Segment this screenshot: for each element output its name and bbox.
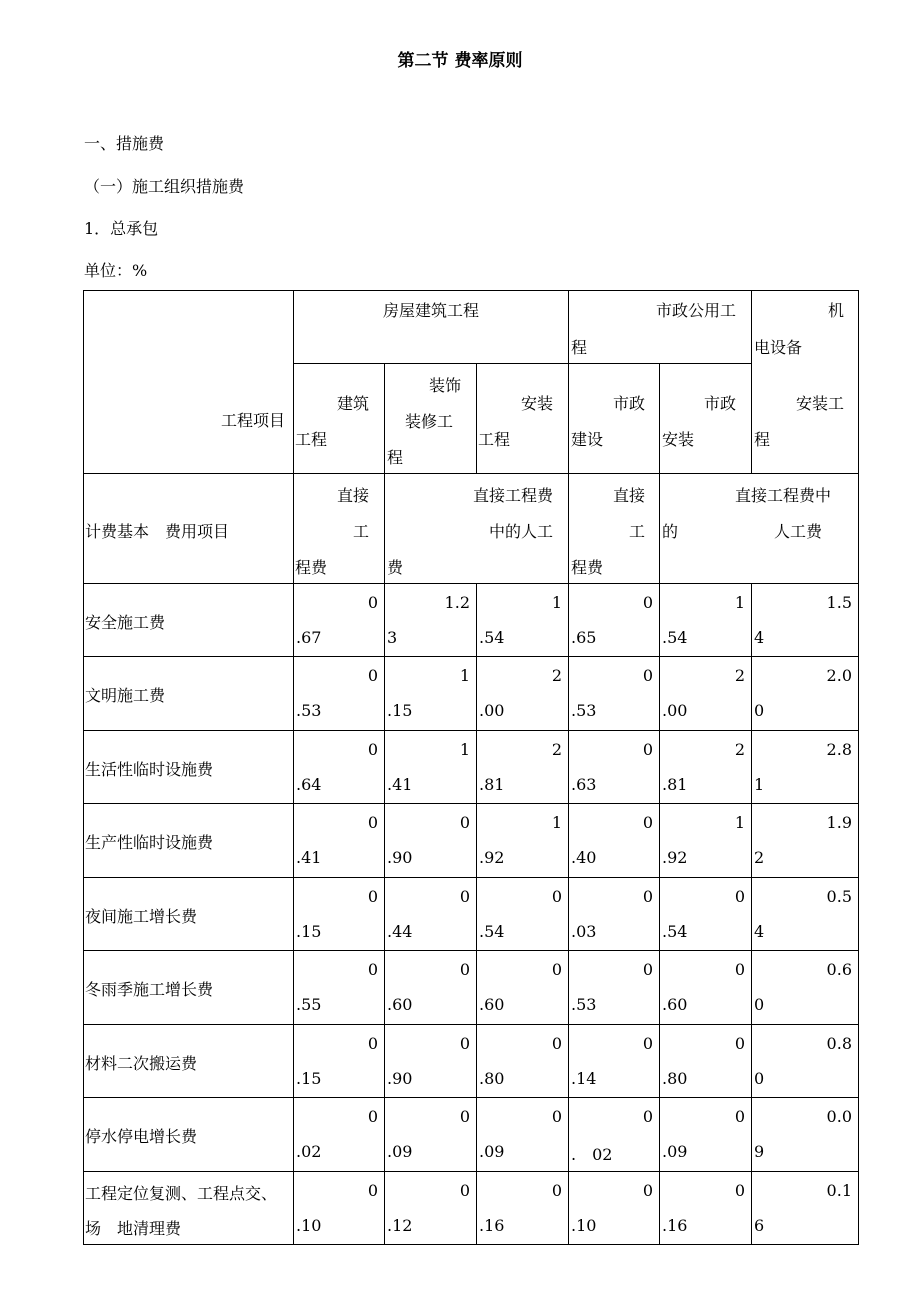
rate-value-integer: 0 bbox=[551, 887, 562, 906]
rate-value-integer: 0 bbox=[642, 813, 653, 832]
base-direct-cost-text: 直接 bbox=[336, 486, 369, 505]
rate-value-decimal: .65 bbox=[571, 628, 597, 647]
fee-item-name: 生产性临时设施费 bbox=[85, 833, 214, 852]
rate-value-decimal: .00 bbox=[662, 701, 688, 720]
rate-value-integer: 0 bbox=[459, 1034, 470, 1053]
rate-value-integer: 0.8 bbox=[826, 1034, 852, 1053]
base-direct-cost-cell bbox=[293, 473, 385, 584]
rate-value-decimal: .92 bbox=[662, 848, 688, 867]
column-header-building-construction-text: 建筑 bbox=[336, 394, 369, 413]
rate-value-decimal: 1 bbox=[754, 775, 765, 794]
heading-construction-org-fee: （一）施工组织措施费 bbox=[84, 177, 245, 196]
rate-value-integer: 0 bbox=[642, 887, 653, 906]
rate-value-decimal: .60 bbox=[479, 995, 505, 1014]
rate-value-decimal: .03 bbox=[571, 922, 597, 941]
rate-value-integer: 0 bbox=[367, 1181, 378, 1200]
group-header-mech bbox=[751, 290, 859, 474]
rate-value-cell bbox=[476, 656, 569, 731]
rate-value-integer: 0 bbox=[734, 1034, 745, 1053]
rate-value-decimal: 4 bbox=[754, 922, 765, 941]
rate-value-integer: 0 bbox=[367, 740, 378, 759]
base-labor-cost-text: 直接工程费 bbox=[472, 486, 553, 505]
rate-value-integer: 0 bbox=[734, 887, 745, 906]
fee-item-cell bbox=[83, 1024, 294, 1098]
rate-value-cell bbox=[384, 950, 477, 1025]
rate-value-integer: 1.9 bbox=[826, 813, 852, 832]
fee-base-label-cell bbox=[83, 473, 294, 584]
rate-value-decimal: .81 bbox=[479, 775, 505, 794]
rate-value-integer: 0 bbox=[367, 887, 378, 906]
rate-value-decimal: 0 bbox=[754, 1069, 765, 1088]
fee-item-cell bbox=[83, 583, 294, 657]
rate-value-integer: 0 bbox=[551, 1181, 562, 1200]
rate-value-cell bbox=[659, 1171, 752, 1245]
fee-item-name: 安全施工费 bbox=[85, 613, 166, 632]
rate-value-integer: 0 bbox=[367, 1034, 378, 1053]
rate-value-cell bbox=[659, 1097, 752, 1172]
rate-value-decimal: .54 bbox=[479, 628, 505, 647]
rate-value-integer: 1.2 bbox=[444, 593, 470, 612]
rate-value-cell bbox=[476, 950, 569, 1025]
rate-value-decimal: .81 bbox=[662, 775, 688, 794]
rate-value-integer: 0 bbox=[642, 740, 653, 759]
rate-value-decimal: 3 bbox=[387, 628, 398, 647]
rate-value-decimal: .90 bbox=[387, 848, 413, 867]
rate-value-cell bbox=[293, 730, 385, 804]
rate-value-integer: 0.5 bbox=[826, 887, 852, 906]
rate-value-cell bbox=[293, 1024, 385, 1098]
rate-value-decimal: .16 bbox=[662, 1216, 688, 1235]
rate-value-decimal: .60 bbox=[387, 995, 413, 1014]
rate-value-integer: 0 bbox=[734, 1107, 745, 1126]
fee-base-label: 计费基本 费用项目 bbox=[85, 522, 230, 541]
column-header-installation-text: 安装 bbox=[520, 394, 553, 413]
column-header-municipal-construction bbox=[568, 363, 660, 474]
rate-value-integer: 0.0 bbox=[826, 1107, 852, 1126]
rate-value-cell bbox=[659, 1024, 752, 1098]
rate-value-cell bbox=[751, 656, 859, 731]
fee-item-name: 夜间施工增长费 bbox=[85, 907, 198, 926]
rate-value-decimal: .00 bbox=[479, 701, 505, 720]
base-direct-cost-municipal-text: 程费 bbox=[571, 558, 604, 577]
rate-value-integer: 0.1 bbox=[826, 1181, 852, 1200]
base-direct-cost-municipal-text: 工 bbox=[628, 522, 645, 541]
rate-value-cell bbox=[384, 803, 477, 878]
base-direct-cost-text: 程费 bbox=[295, 558, 328, 577]
column-header-municipal-construction-text: 建设 bbox=[571, 430, 604, 449]
fee-item-cell bbox=[83, 877, 294, 951]
rate-value-cell bbox=[568, 1024, 660, 1098]
rate-value-cell bbox=[568, 803, 660, 878]
column-header-decoration-text: 程 bbox=[387, 448, 404, 467]
base-direct-cost-municipal-text: 直接 bbox=[612, 486, 645, 505]
rate-value-cell bbox=[751, 1097, 859, 1172]
rate-value-decimal: .53 bbox=[296, 701, 322, 720]
rate-value-cell bbox=[384, 1171, 477, 1245]
rate-value-decimal: .15 bbox=[296, 1069, 322, 1088]
rate-value-decimal: .54 bbox=[662, 628, 688, 647]
rate-value-decimal: .90 bbox=[387, 1069, 413, 1088]
section-title: 第二节 费率原则 bbox=[397, 51, 523, 71]
rate-value-integer: 0 bbox=[367, 960, 378, 979]
rate-value-cell bbox=[568, 1171, 660, 1245]
rate-value-integer: 0 bbox=[459, 1107, 470, 1126]
rate-value-integer: 0 bbox=[642, 666, 653, 685]
rate-value-cell bbox=[751, 1171, 859, 1245]
fee-item-name: 材料二次搬运费 bbox=[85, 1054, 198, 1073]
base-labor-cost-cell bbox=[384, 473, 569, 584]
rate-value-integer: 2 bbox=[734, 740, 745, 759]
rate-value-cell bbox=[751, 877, 859, 951]
rate-value-cell bbox=[293, 877, 385, 951]
column-header-building-construction bbox=[293, 363, 385, 474]
rate-value-decimal: .15 bbox=[387, 701, 413, 720]
column-header-municipal-installation bbox=[659, 363, 752, 474]
column-header-decoration bbox=[384, 363, 477, 474]
fee-item-cell bbox=[83, 803, 294, 878]
rate-value-integer: 0 bbox=[734, 960, 745, 979]
base-labor-cost-municipal-text: 的 人工费 bbox=[662, 522, 823, 541]
rate-value-integer: 0 bbox=[642, 1107, 653, 1126]
fee-item-name: 场 地清理费 bbox=[85, 1219, 182, 1238]
fee-item-cell bbox=[83, 1097, 294, 1172]
rate-value-integer: 0 bbox=[367, 1107, 378, 1126]
base-labor-cost-municipal-cell bbox=[659, 473, 859, 584]
rate-value-cell bbox=[476, 583, 569, 657]
rate-value-decimal: 9 bbox=[754, 1142, 765, 1161]
rate-value-cell bbox=[384, 877, 477, 951]
group-header-municipal bbox=[568, 290, 752, 364]
rate-value-integer: 1 bbox=[734, 813, 745, 832]
rate-value-decimal: .80 bbox=[662, 1069, 688, 1088]
rate-value-cell bbox=[384, 1024, 477, 1098]
rate-value-integer: 1 bbox=[551, 813, 562, 832]
column-header-municipal-installation-text: 市政 bbox=[703, 394, 736, 413]
fee-item-cell bbox=[83, 1171, 294, 1245]
rate-value-decimal: .64 bbox=[296, 775, 322, 794]
heading-general-contract: 1．总承包 bbox=[84, 219, 159, 238]
rate-value-decimal: 4 bbox=[754, 628, 765, 647]
rate-value-cell bbox=[476, 1024, 569, 1098]
rate-value-integer: 0 bbox=[642, 1181, 653, 1200]
rate-value-integer: 2.0 bbox=[826, 666, 852, 685]
rate-value-integer: 1 bbox=[459, 666, 470, 685]
rate-value-integer: 0 bbox=[642, 1034, 653, 1053]
fee-rate-table bbox=[83, 290, 858, 1244]
rate-value-cell bbox=[384, 656, 477, 731]
rate-value-decimal: .09 bbox=[387, 1142, 413, 1161]
rate-value-decimal: .80 bbox=[479, 1069, 505, 1088]
rate-value-cell bbox=[293, 950, 385, 1025]
rate-value-decimal: .12 bbox=[387, 1216, 413, 1235]
column-header-mech-install: 程 bbox=[754, 430, 771, 449]
rate-value-decimal: .63 bbox=[571, 775, 597, 794]
rate-value-decimal: .41 bbox=[387, 775, 413, 794]
rate-value-cell bbox=[659, 877, 752, 951]
rate-value-cell bbox=[659, 803, 752, 878]
rate-value-integer: 0 bbox=[367, 666, 378, 685]
column-header-installation bbox=[476, 363, 569, 474]
rate-value-cell bbox=[293, 1171, 385, 1245]
rate-value-cell bbox=[568, 730, 660, 804]
rate-value-integer: 1 bbox=[459, 740, 470, 759]
rate-value-integer: 0 bbox=[367, 813, 378, 832]
rate-value-integer: 0 bbox=[551, 960, 562, 979]
rate-value-decimal: .16 bbox=[479, 1216, 505, 1235]
base-direct-cost-municipal-cell bbox=[568, 473, 660, 584]
rate-value-decimal: .54 bbox=[479, 922, 505, 941]
column-header-building-construction-text: 工程 bbox=[295, 430, 328, 449]
column-header-decoration-text: 装修工 bbox=[405, 412, 454, 431]
rate-value-decimal: .55 bbox=[296, 995, 322, 1014]
rate-value-cell bbox=[568, 1097, 660, 1172]
rate-value-decimal: .67 bbox=[296, 628, 322, 647]
group-mech-label: 机 bbox=[827, 301, 844, 320]
rate-value-cell bbox=[476, 1097, 569, 1172]
base-direct-cost-text: 工 bbox=[352, 522, 369, 541]
rate-value-cell bbox=[751, 803, 859, 878]
rate-value-cell bbox=[568, 656, 660, 731]
rate-value-cell bbox=[293, 803, 385, 878]
fee-item-name: 生活性临时设施费 bbox=[85, 760, 214, 779]
rate-value-cell bbox=[293, 1097, 385, 1172]
group-municipal-label: 市政公用工 bbox=[655, 301, 736, 320]
rate-value-decimal: .53 bbox=[571, 995, 597, 1014]
rate-value-integer: 0 bbox=[642, 593, 653, 612]
rate-value-cell bbox=[476, 730, 569, 804]
rate-value-cell bbox=[568, 583, 660, 657]
rate-value-integer: 1 bbox=[734, 593, 745, 612]
rate-value-integer: 1.5 bbox=[826, 593, 852, 612]
fee-item-name: 冬雨季施工增长费 bbox=[85, 980, 214, 999]
rate-value-integer: 0 bbox=[459, 1181, 470, 1200]
fee-item-cell bbox=[83, 950, 294, 1025]
rate-value-decimal: .53 bbox=[571, 701, 597, 720]
rate-value-cell bbox=[293, 583, 385, 657]
column-header-municipal-construction-text: 市政 bbox=[612, 394, 645, 413]
rate-value-cell bbox=[751, 583, 859, 657]
rate-value-cell bbox=[751, 1024, 859, 1098]
rate-value-integer: 0 bbox=[642, 960, 653, 979]
rate-value-decimal: 0 bbox=[754, 995, 765, 1014]
rate-value-decimal: .92 bbox=[479, 848, 505, 867]
rate-value-cell bbox=[568, 877, 660, 951]
rate-value-decimal: .41 bbox=[296, 848, 322, 867]
rate-value-cell bbox=[293, 656, 385, 731]
group-header-building bbox=[293, 290, 569, 364]
rate-value-integer: 2 bbox=[551, 666, 562, 685]
base-labor-cost-municipal-text: 直接工程费中 bbox=[734, 486, 831, 505]
unit-label: 单位：% bbox=[84, 261, 148, 280]
rate-value-cell bbox=[659, 950, 752, 1025]
rate-value-cell bbox=[568, 950, 660, 1025]
rate-value-integer: 2.8 bbox=[826, 740, 852, 759]
base-labor-cost-text: 费 bbox=[387, 558, 404, 577]
group-municipal-label: 程 bbox=[571, 338, 588, 357]
project-label: 工程项目 bbox=[220, 411, 285, 430]
fee-item-cell bbox=[83, 730, 294, 804]
group-building-label: 房屋建筑工程 bbox=[382, 301, 479, 320]
rate-value-integer: 0 bbox=[459, 813, 470, 832]
rate-value-decimal: . 02 bbox=[571, 1145, 613, 1164]
rate-value-decimal: .02 bbox=[296, 1142, 322, 1161]
rate-value-decimal: 2 bbox=[754, 848, 765, 867]
fee-item-name: 工程定位复测、工程点交、 bbox=[85, 1184, 278, 1203]
rate-value-decimal: .10 bbox=[571, 1216, 597, 1235]
fee-item-cell bbox=[83, 656, 294, 731]
rate-value-integer: 0 bbox=[551, 1034, 562, 1053]
rate-value-integer: 0 bbox=[551, 1107, 562, 1126]
column-header-installation-text: 工程 bbox=[478, 430, 511, 449]
rate-value-cell bbox=[751, 730, 859, 804]
rate-value-decimal: .09 bbox=[662, 1142, 688, 1161]
column-header-municipal-installation-text: 安装 bbox=[662, 430, 695, 449]
rate-value-cell bbox=[384, 730, 477, 804]
rate-value-integer: 0 bbox=[367, 593, 378, 612]
rate-value-decimal: 6 bbox=[754, 1216, 765, 1235]
rate-value-integer: 1 bbox=[551, 593, 562, 612]
rate-value-cell bbox=[659, 730, 752, 804]
rate-value-cell bbox=[384, 583, 477, 657]
column-header-decoration-text: 装饰 bbox=[428, 376, 461, 395]
rate-value-decimal: 0 bbox=[754, 701, 765, 720]
rate-value-cell bbox=[476, 1171, 569, 1245]
rate-value-cell bbox=[476, 877, 569, 951]
rate-value-decimal: .10 bbox=[296, 1216, 322, 1235]
rate-value-integer: 2 bbox=[734, 666, 745, 685]
fee-item-name: 停水停电增长费 bbox=[85, 1127, 198, 1146]
rate-value-cell bbox=[659, 656, 752, 731]
rate-value-integer: 0 bbox=[459, 887, 470, 906]
rate-value-integer: 2 bbox=[551, 740, 562, 759]
rate-value-decimal: .09 bbox=[479, 1142, 505, 1161]
group-mech-label: 电设备 bbox=[754, 338, 803, 357]
rate-value-cell bbox=[751, 950, 859, 1025]
rate-value-cell bbox=[476, 803, 569, 878]
rate-value-cell bbox=[659, 583, 752, 657]
rate-value-decimal: .54 bbox=[662, 922, 688, 941]
rate-value-decimal: .14 bbox=[571, 1069, 597, 1088]
rate-value-decimal: .60 bbox=[662, 995, 688, 1014]
fee-item-name: 文明施工费 bbox=[85, 686, 166, 705]
base-labor-cost-text: 中的人工 bbox=[488, 522, 553, 541]
rate-value-integer: 0 bbox=[734, 1181, 745, 1200]
rate-value-decimal: .40 bbox=[571, 848, 597, 867]
rate-value-cell bbox=[384, 1097, 477, 1172]
table-header-project-cell bbox=[83, 290, 294, 474]
rate-value-decimal: .15 bbox=[296, 922, 322, 941]
rate-value-decimal: .44 bbox=[387, 922, 413, 941]
heading-measures-fee: 一、措施费 bbox=[84, 134, 165, 153]
column-header-mech-install: 安装工 bbox=[795, 394, 844, 413]
rate-value-integer: 0 bbox=[459, 960, 470, 979]
rate-value-integer: 0.6 bbox=[826, 960, 852, 979]
